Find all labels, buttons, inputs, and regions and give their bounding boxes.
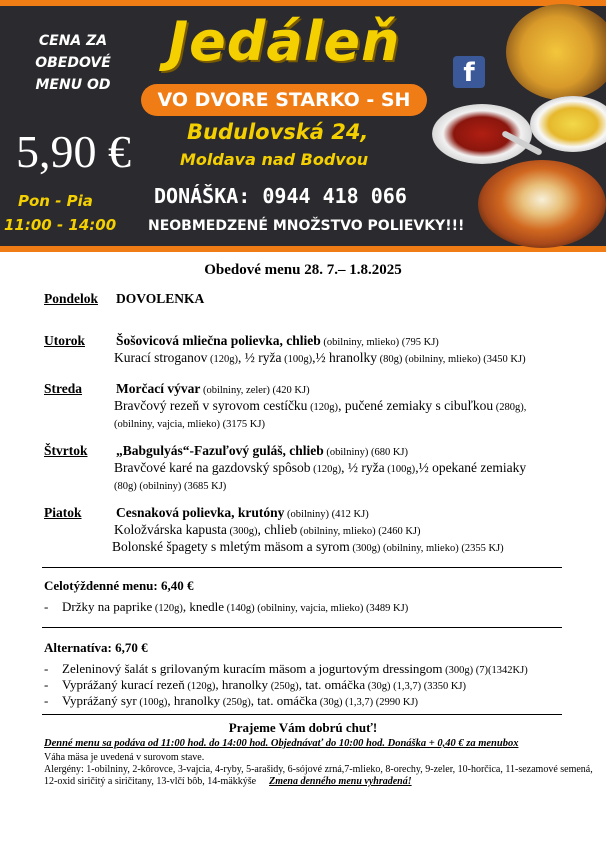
text-segment: , chlieb [257, 522, 298, 537]
text-segment: (30g) (1,3,7) (2990 KJ) [317, 697, 419, 708]
text-segment: Morčací vývar [116, 381, 201, 396]
day-name: Utorok [44, 333, 86, 348]
menu-item-line [114, 415, 265, 431]
list-item [44, 599, 408, 615]
text-segment: Vyprážaný syr [62, 693, 137, 708]
text-segment: (30g) (1,3,7) (3350 KJ) [365, 681, 467, 692]
text-segment: (300g) (obilniny, mlieko) (2355 KJ) [349, 543, 504, 554]
text-segment: (120g) [207, 354, 238, 365]
text-segment: , tat. omáčka [298, 677, 366, 692]
menu-item-line [114, 398, 526, 414]
weekly-menu-title: Celotýždenné menu: 6,40 € [44, 578, 194, 593]
text-segment: (250g) [220, 697, 251, 708]
text-segment: DOVOLENKA [116, 291, 205, 306]
unlimited-soup-note: NEOBMEDZENÉ MNOŽSTVO POLIEVKY!!! [148, 218, 465, 234]
address-street: Budulovská 24, [187, 120, 369, 144]
bullet-dash: - [44, 599, 49, 614]
price-label-line: MENU OD [35, 77, 111, 93]
divider [42, 714, 562, 715]
text-segment: Kurací stroganov [114, 350, 208, 365]
text-segment: , tat. omáčka [250, 693, 318, 708]
header-banner [0, 0, 606, 252]
banner-top-stripe [0, 0, 606, 6]
text-segment: (280g), [493, 402, 527, 413]
price-label [14, 30, 132, 120]
delivery-phone: DONÁŠKA: 0944 418 066 [154, 184, 407, 208]
list-item [44, 677, 466, 693]
text-segment: (300g) (7)(1342KJ) [442, 665, 528, 676]
text-segment: (120g) [307, 402, 339, 413]
text-segment: (120g) [184, 681, 216, 692]
text-segment: Bravčový rezeň v syrovom cestíčku [114, 398, 308, 413]
day-name: Streda [44, 381, 83, 396]
footer-allergens-2 [44, 776, 412, 787]
day-name: Piatok [44, 505, 82, 520]
text-segment: (80g) (obilniny) (3685 KJ) [114, 481, 227, 492]
menu-item-line [116, 291, 204, 307]
text-segment: (100g) [136, 697, 168, 708]
price-label-line: OBEDOVÉ [35, 55, 111, 71]
menu-item-line [114, 477, 226, 493]
text-segment: (300g) [226, 526, 258, 537]
text-segment: Vyprážaný kurací rezeň [62, 677, 185, 692]
address-city: Moldava nad Bodvou [180, 150, 369, 169]
menu-price: 5,90 € [16, 126, 131, 177]
alternative-menu-title: Alternatíva: 6,70 € [44, 640, 148, 655]
divider [42, 567, 562, 568]
divider [42, 627, 562, 628]
text-segment: ,½ opekané zemiaky [415, 460, 527, 475]
restaurant-subtitle: VO DVORE STARKO - SH [141, 84, 427, 116]
text-segment: Bravčové karé na gazdovský spôsob [114, 460, 311, 475]
menu-title: Obedové menu 28. 7.– 1.8.2025 [204, 262, 402, 278]
text-segment: ,½ hranolky [312, 350, 377, 365]
opening-hours: 11:00 - 14:00 [4, 216, 117, 234]
text-segment: (120g) [152, 603, 183, 614]
text-segment: , pučené zemiaky s cibuľkou [338, 398, 494, 413]
text-segment: Cesnaková polievka, krutóny [116, 505, 285, 520]
text-segment: (80g) (obilniny, mlieko) (3450 KJ) [376, 354, 526, 365]
text-segment: Zeleninový šalát s grilovaným kuracím mäsom a jogurtovým dressingom [62, 661, 443, 676]
text-segment: (obilniny, vajcia, mlieko) (3175 KJ) [114, 419, 265, 430]
list-item [44, 693, 418, 709]
day-name: Štvrtok [44, 443, 88, 458]
text-segment: , hranolky [167, 693, 221, 708]
bullet-dash: - [44, 661, 49, 676]
text-segment: , hranolky [215, 677, 269, 692]
text-segment: , ½ ryža [237, 350, 282, 365]
text-segment: , knedle [182, 599, 225, 614]
footer-allergens-cont: 12-oxid siričitý a siričitany, 13-vlčí bôb, 14-mäkkýše [44, 776, 257, 787]
menu-item-line [114, 522, 420, 538]
menu-item-line [116, 381, 310, 397]
day-name: Pondelok [44, 291, 99, 306]
text-segment: (140g) (obilniny, vajcia, mlieko) (3489 KJ) [224, 603, 409, 614]
bullet-dash: - [44, 677, 49, 692]
text-segment: Držky na paprike [62, 599, 153, 614]
text-segment: (obilniny) (412 KJ) [284, 509, 369, 520]
text-segment: Koložvárska kapusta [114, 522, 227, 537]
menu-item-line [116, 333, 439, 349]
banner-bottom-stripe [0, 246, 606, 252]
chicken-soup-image [530, 96, 606, 152]
menu-item-line [112, 539, 504, 555]
text-segment: (100g) [384, 464, 416, 475]
footer-reserve-note: Zmena denného menu vyhradená! [269, 776, 412, 787]
footer-weight-note: Váha mäsa je uvedená v surovom stave. [44, 752, 205, 763]
text-segment: (obilniny) (680 KJ) [323, 447, 409, 458]
text-segment: (250g) [268, 681, 299, 692]
rice-dish-image [506, 4, 606, 100]
footer-allergens: Alergény: 1-obilniny, 2-kôrovce, 3-vajcia, 4-ryby, 5-arašidy, 6-sójové zrná,7-mlieko, 8-orechy, 9-zeler, 10-horčica, 11-sezamové semená, [44, 764, 593, 775]
text-segment: , ½ ryža [341, 460, 385, 475]
price-label-line: CENA ZA [38, 33, 108, 49]
bean-stew-image [478, 160, 606, 248]
menu-item-line [114, 350, 526, 366]
text-segment: Šošovicová mliečna polievka, chlieb [116, 333, 321, 348]
text-segment: (120g) [310, 464, 342, 475]
tomato-soup-image [432, 104, 532, 164]
menu-item-line [116, 443, 408, 459]
text-segment: Bolonské špagety s mletým mäsom a syrom [112, 539, 350, 554]
text-segment: (obilniny, mlieko) (2460 KJ) [297, 526, 421, 537]
opening-days: Pon - Pia [18, 192, 93, 210]
menu-item-line [116, 505, 369, 521]
bullet-dash: - [44, 693, 49, 708]
text-segment: (obilniny, mlieko) (795 KJ) [320, 337, 439, 348]
menu-item-line [114, 460, 526, 476]
footer-notice: Denné menu sa podáva od 11:00 hod. do 14:00 hod. Objednávať do 10:00 hod. Donáška + 0,40 € za menubox [44, 738, 519, 749]
facebook-icon[interactable]: f [453, 56, 485, 88]
text-segment: (100g) [281, 354, 313, 365]
restaurant-title: Jedáleň [168, 10, 401, 73]
footer-wish: Prajeme Vám dobrú chuť! [228, 720, 378, 735]
list-item [44, 661, 528, 677]
text-segment: (obilniny, zeler) (420 KJ) [200, 385, 310, 396]
text-segment: „Babgulyás“-Fazuľový guláš, chlieb [116, 443, 324, 458]
